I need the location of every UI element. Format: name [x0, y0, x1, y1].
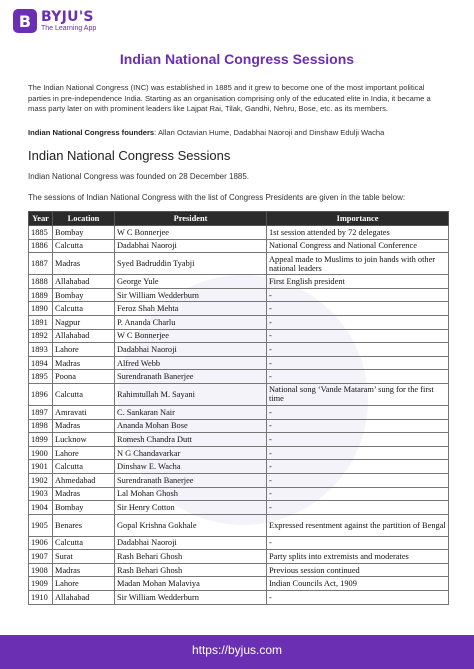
cell-importance: Party splits into extremists and moderates [267, 550, 449, 564]
table-row [29, 433, 449, 447]
cell-location: Amravati [53, 405, 115, 419]
cell-president: W C Bonnerjee [115, 226, 267, 240]
cell-year: 1891 [29, 315, 53, 329]
table-row [29, 302, 449, 316]
table-row [29, 253, 449, 275]
cell-location: Surat [53, 550, 115, 564]
cell-year: 1897 [29, 405, 53, 419]
cell-location: Madras [53, 487, 115, 501]
cell-president: Sir William Wedderburn [115, 591, 267, 605]
table-row [29, 239, 449, 253]
page-title: Indian National Congress Sessions [119, 51, 355, 67]
table-row [29, 550, 449, 564]
cell-president: Alfred Webb [115, 356, 267, 370]
cell-importance: - [267, 370, 449, 384]
cell-location: Allahabad [53, 275, 115, 289]
table-row [29, 577, 449, 591]
cell-president: Rash Behari Ghosh [115, 563, 267, 577]
cell-importance: - [267, 343, 449, 357]
header-importance: Importance [267, 212, 449, 226]
cell-importance: Expressed resentment against the partition of Bengal [267, 514, 449, 536]
table-row [29, 356, 449, 370]
cell-year: 1886 [29, 239, 53, 253]
cell-location: Madras [53, 356, 115, 370]
cell-importance: - [267, 329, 449, 343]
cell-location: Bombay [53, 226, 115, 240]
cell-location: Lahore [53, 446, 115, 460]
cell-president: C. Sankaran Nair [115, 405, 267, 419]
cell-president: Ananda Mohan Bose [115, 419, 267, 433]
cell-president: Sir Henry Cotton [115, 501, 267, 515]
cell-importance: - [267, 356, 449, 370]
cell-importance: - [267, 591, 449, 605]
cell-president: Romesh Chandra Dutt [115, 433, 267, 447]
cell-location: Allahabad [53, 329, 115, 343]
table-row [29, 591, 449, 605]
cell-president: Sir William Wedderburn [115, 288, 267, 302]
cell-year: 1894 [29, 356, 53, 370]
cell-location: Madras [53, 419, 115, 433]
cell-importance: - [267, 501, 449, 515]
cell-importance: Previous session continued [267, 563, 449, 577]
table-row [29, 329, 449, 343]
cell-location: Benares [53, 514, 115, 536]
sessions-table [28, 211, 449, 605]
top-bar [0, 0, 474, 48]
cell-importance: National song ‘Vande Mataram’ sung for the first time [267, 383, 449, 405]
cell-importance: National Congress and National Conference [267, 239, 449, 253]
logo-name: BYJU'S [41, 9, 94, 25]
byjus-logo[interactable] [13, 9, 96, 33]
founded-text: Indian National Congress was founded on 28 December 1885. [28, 172, 250, 181]
cell-year: 1909 [29, 577, 53, 591]
cell-president: Dinshaw E. Wacha [115, 460, 267, 474]
cell-location: Calcutta [53, 302, 115, 316]
cell-year: 1910 [29, 591, 53, 605]
table-intro: The sessions of Indian National Congress with the list of Congress Presidents are given in the table below: [28, 193, 406, 202]
table-row [29, 487, 449, 501]
table-header-row [29, 212, 449, 226]
logo-tagline: The Learning App [41, 25, 97, 32]
cell-year: 1901 [29, 460, 53, 474]
cell-year: 1895 [29, 370, 53, 384]
cell-president: Rahimtullah M. Sayani [115, 383, 267, 405]
table-row [29, 501, 449, 515]
cell-year: 1908 [29, 563, 53, 577]
cell-year: 1899 [29, 433, 53, 447]
cell-location: Calcutta [53, 460, 115, 474]
table-row [29, 460, 449, 474]
cell-importance: - [267, 446, 449, 460]
logo-mark: B [13, 9, 37, 33]
cell-president: Dadabhai Naoroji [115, 536, 267, 550]
cell-location: Calcutta [53, 383, 115, 405]
cell-president: Surendranath Banerjee [115, 370, 267, 384]
cell-year: 1892 [29, 329, 53, 343]
cell-year: 1888 [29, 275, 53, 289]
cell-location: Poona [53, 370, 115, 384]
cell-year: 1907 [29, 550, 53, 564]
intro-paragraph: The Indian National Congress (INC) was established in 1885 and it grew to become one of the most important political parties in pre-independence India. Starting as an organisation comprising only of the educated elite in India, it became a mass party later on with prominent leaders like Lajpat Rai, Tilak, Gandhi, Nehru, Bose, etc. as its members. [28, 83, 431, 113]
cell-year: 1903 [29, 487, 53, 501]
cell-importance: - [267, 536, 449, 550]
founders-line [28, 128, 448, 137]
cell-location: Allahabad [53, 591, 115, 605]
cell-president: Madan Mohan Malaviya [115, 577, 267, 591]
table-row [29, 536, 449, 550]
cell-president: Feroz Shah Mehta [115, 302, 267, 316]
founders-text: : Allan Octavian Hume, Dadabhai Naoroji and Dinshaw Edulji Wacha [154, 128, 385, 137]
footer-bar [0, 635, 474, 669]
cell-importance: First English president [267, 275, 449, 289]
founders-label: Indian National Congress founders [28, 128, 155, 137]
cell-president: Dadabhai Naoroji [115, 343, 267, 357]
cell-year: 1890 [29, 302, 53, 316]
cell-president: Lal Mohan Ghosh [115, 487, 267, 501]
cell-year: 1904 [29, 501, 53, 515]
cell-year: 1893 [29, 343, 53, 357]
cell-location: Madras [53, 253, 115, 275]
table-body [29, 226, 449, 605]
table-row [29, 370, 449, 384]
table-row [29, 514, 449, 536]
cell-president: Surendranath Banerjee [115, 473, 267, 487]
cell-president: P. Ananda Charlu [115, 315, 267, 329]
table-row [29, 473, 449, 487]
table-row [29, 343, 449, 357]
footer-link[interactable]: https://byjus.com [191, 643, 283, 657]
cell-year: 1885 [29, 226, 53, 240]
table-row [29, 315, 449, 329]
section-heading: Indian National Congress Sessions [28, 148, 231, 163]
cell-president: Gopal Krishna Gokhale [115, 514, 267, 536]
cell-location: Calcutta [53, 239, 115, 253]
cell-president: George Yule [115, 275, 267, 289]
table-row [29, 405, 449, 419]
cell-year: 1906 [29, 536, 53, 550]
cell-president: W C Bonnerjee [115, 329, 267, 343]
table-row [29, 226, 449, 240]
cell-location: Bombay [53, 288, 115, 302]
table-row [29, 419, 449, 433]
cell-year: 1889 [29, 288, 53, 302]
table-row [29, 563, 449, 577]
cell-president: Dadabhai Naoroji [115, 239, 267, 253]
cell-importance: - [267, 405, 449, 419]
cell-president: N G Chandavarkar [115, 446, 267, 460]
cell-importance: - [267, 302, 449, 316]
cell-year: 1896 [29, 383, 53, 405]
logo-text [41, 10, 96, 32]
cell-president: Rash Behari Ghosh [115, 550, 267, 564]
cell-location: Calcutta [53, 536, 115, 550]
cell-year: 1905 [29, 514, 53, 536]
cell-location: Nagpur [53, 315, 115, 329]
cell-importance: Indian Councils Act, 1909 [267, 577, 449, 591]
cell-importance: - [267, 288, 449, 302]
cell-importance: 1st session attended by 72 delegates [267, 226, 449, 240]
header-location: Location [53, 212, 115, 226]
cell-location: Lahore [53, 343, 115, 357]
header-president: President [115, 212, 267, 226]
cell-location: Bombay [53, 501, 115, 515]
header-year: Year [29, 212, 53, 226]
cell-importance: - [267, 315, 449, 329]
cell-year: 1902 [29, 473, 53, 487]
cell-location: Ahmedabad [53, 473, 115, 487]
cell-importance: - [267, 419, 449, 433]
cell-year: 1900 [29, 446, 53, 460]
cell-importance: - [267, 433, 449, 447]
table-row [29, 446, 449, 460]
cell-importance: - [267, 460, 449, 474]
cell-importance: Appeal made to Muslims to join hands with other national leaders [267, 253, 449, 275]
cell-location: Madras [53, 563, 115, 577]
table-row [29, 275, 449, 289]
table-row [29, 383, 449, 405]
cell-year: 1887 [29, 253, 53, 275]
cell-year: 1898 [29, 419, 53, 433]
cell-importance: - [267, 473, 449, 487]
cell-location: Lahore [53, 577, 115, 591]
table-row [29, 288, 449, 302]
cell-importance: - [267, 487, 449, 501]
cell-president: Syed Badruddin Tyabji [115, 253, 267, 275]
cell-location: Lucknow [53, 433, 115, 447]
